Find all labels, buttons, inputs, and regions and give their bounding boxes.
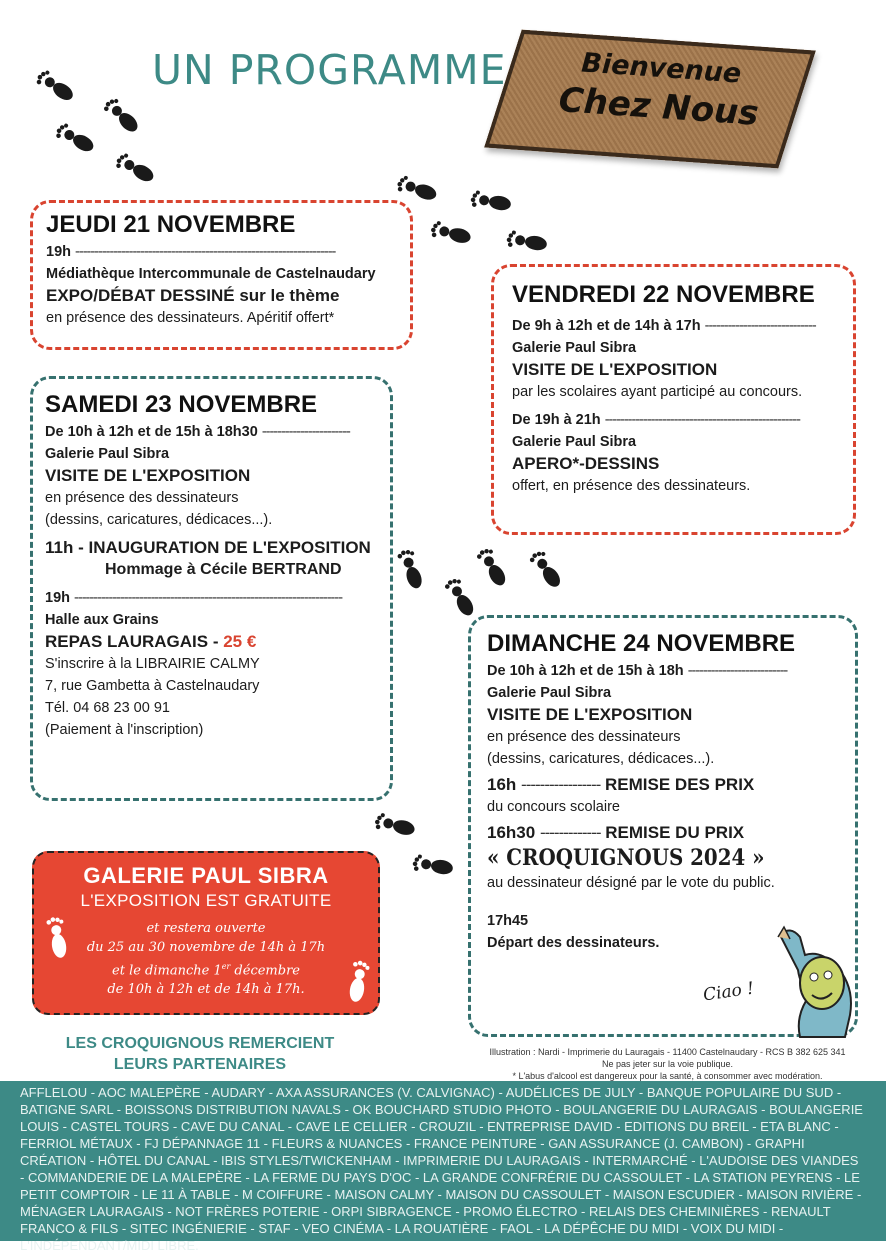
time: De 10h à 12h et de 15h à 18h30	[45, 424, 258, 440]
galerie-line-part: décembre	[230, 963, 300, 979]
event-subtitle: Hommage à Cécile BERTRAND	[105, 561, 342, 578]
galerie-line: de 10h à 12h et de 14h à 17h.	[107, 982, 305, 998]
footprint-icon	[34, 68, 77, 105]
note: du concours scolaire	[487, 799, 620, 815]
event: EXPO/DÉBAT DESSINÉ sur le thème	[46, 286, 340, 305]
note: (dessins, caricatures, dédicaces...).	[487, 751, 715, 767]
note: (dessins, caricatures, dédicaces...).	[45, 512, 273, 528]
event: VISITE DE L'EXPOSITION	[512, 360, 718, 379]
white-footprint-icon	[338, 956, 378, 1006]
page-title: UN PROGRAMME	[152, 46, 507, 94]
note: offert, en présence des dessinateurs.	[512, 478, 751, 494]
thanks-line: LES CROQUIGNOUS REMERCIENT	[65, 1035, 335, 1052]
galerie-line: du 25 au 30 novembre de 14h à 17h	[86, 940, 326, 955]
footprint-icon	[102, 96, 142, 136]
samedi-box: SAMEDI 23 NOVEMBRE De 10h à 12h et de 15h à 18h30 ----------------------- Galerie Paul Sibra VISITE DE L'EXPOSITION en présence des dessinateurs (dessins, caricatures, dédicaces...). 11h - INAUGURATION DE L'EXPOSITION Hommage à Cécile BERTRAND 19h ---------------------------------------------------------------------- Halle aux Grains REPAS LAURAGAIS - 25 € S'inscrire à la LIBRAIRIE CALMY 7, rue Gambetta à Castelnaudary Tél. 04 68 23 00 91 (Paiement à l'inscription)	[30, 376, 393, 801]
event: REMISE DES PRIX	[605, 775, 755, 794]
galerie-title: GALERIE PAUL SIBRA	[83, 863, 329, 888]
note: en présence des dessinateurs. Apéritif offert*	[46, 310, 335, 326]
prize-name: « CROQUIGNOUS 2024 »	[487, 845, 765, 871]
footprint-icon	[114, 151, 157, 186]
place: Halle aux Grains	[45, 612, 159, 628]
event: VISITE DE L'EXPOSITION	[45, 466, 251, 485]
note: au dessinateur désigné par le vote du public.	[487, 875, 775, 891]
time: De 9h à 12h et de 14h à 17h	[512, 318, 701, 334]
event: INAUGURATION DE L'EXPOSITION	[88, 538, 371, 557]
ciao-speech: Ciao !	[701, 978, 756, 1006]
footprint-icon	[54, 121, 97, 156]
time: 19h	[46, 244, 71, 260]
galerie-line	[34, 957, 378, 980]
event: VISITE DE L'EXPOSITION	[487, 705, 693, 724]
galerie-subtitle: L'EXPOSITION EST GRATUITE	[80, 891, 332, 910]
time: 16h30	[487, 823, 536, 842]
time: 11h	[45, 538, 74, 557]
footprint-icon	[506, 230, 549, 254]
partners-list: AFFLELOU - AOC MALEPÈRE - AUDARY - AXA ASSURANCES (V. CALVIGNAC) - AUDÉLICES DE JULY - BANQUE POPULAIRE DU SUD - BATIGNE SARL - BOISSONS DISTRIBUTION NAVALS - OK BOUCHARD STUDIO PHOTO - BOULANGERIE DU LAURAGAIS - BOULANGERIE LOUIS - CASTEL TOURS - CAVE DU CANAL - CAVE LE CELLIER - CROUZIL - ENTREPRISE DAVID - EDITIONS DU BREIL - ETA BLANC - FERRIOL MÉTAUX - FJ DÉPANNAGE 11 - FLEURS & NUANCES - FRANCE PEINTURE - GAN ASSURANCE (J. CAMBON) - GRAPHI CRÉATION - HÔTEL DU CANAL - IBIS STYLES/TWICKENHAM - IMPRIMERIE DU LAURAGAIS - INTERMARCHÉ - L'AUDOISE DES VIANDES - COMMANDERIE DE LA MALEPÈRE - LA FERME DU PAYS D'OC - LA GRANDE CONFRÉRIE DU CASSOULET - LA STATION PEYRENS - LE PETIT COMPTOIR - LE 11 À TABLE - M COIFFURE - MAISON CALMY - MAISON DU CASSOULET - MAISON ESCUDIER - MAISON RIVIÈRE - MÉNAGER LAURAGAIS - NOT FRÈRES POTERIE - ORPI SIBRAGENCE - PROMO ÉLECTRO - RELAIS DES CHEMINIÈRES - RENAULT FRANCO & FILS - SITEC INGÉNIERIE - STAF - VEO CINÉMA - LA ROUATIÈRE - FAOL - LA DÉPÊCHE DU MIDI - VOIX DU MIDI - L'INDÉPENDANT/MIDI LIBRE.	[0, 1081, 886, 1241]
event: Départ des dessinateurs.	[487, 935, 660, 951]
dimanche-box: DIMANCHE 24 NOVEMBRE De 10h à 12h et de 15h à 18h -------------------------- Galerie Paul Sibra VISITE DE L'EXPOSITION en présence des dessinateurs (dessins, caricatures, dédicaces...). 16h ----------------- REMISE DES PRIX du concours scolaire 16h30 ------------- REMISE DU PRIX « CROQUIGNOUS 2024 » au dessinateur désigné par le vote du public. 17h45 Départ des dessinateurs.	[468, 615, 858, 1037]
cartoon-character-illustration	[760, 925, 860, 1040]
time: 16h	[487, 775, 517, 794]
galerie-info-box	[32, 851, 380, 1015]
place: Médiathèque Intercommunale de Castelnaudary	[46, 266, 376, 282]
footprint-icon	[373, 812, 416, 839]
event: APERO*-DESSINS	[512, 454, 660, 473]
day-heading: JEUDI 21 NOVEMBRE	[46, 211, 296, 238]
footprint-icon	[395, 174, 439, 204]
footprint-icon	[528, 548, 565, 591]
event: REMISE DU PRIX	[605, 823, 745, 842]
place: Galerie Paul Sibra	[512, 340, 637, 356]
phone: Tél. 04 68 23 00 91	[45, 700, 170, 716]
time: 17h45	[487, 913, 529, 929]
day-heading: SAMEDI 23 NOVEMBRE	[45, 391, 318, 418]
galerie-line-sup: er	[221, 962, 231, 971]
footprint-icon	[443, 576, 478, 619]
note: par les scolaires ayant participé au concours.	[512, 384, 803, 400]
credits	[470, 1046, 865, 1082]
note: en présence des dessinateurs	[45, 490, 239, 506]
footprint-icon	[412, 854, 455, 878]
note: en présence des dessinateurs	[487, 729, 681, 745]
footprint-icon	[396, 547, 426, 591]
time: De 19h à 21h	[512, 412, 601, 428]
footprint-icon	[429, 220, 472, 247]
note: 7, rue Gambetta à Castelnaudary	[45, 678, 260, 694]
galerie-line: et restera ouverte	[146, 921, 266, 936]
day-heading: DIMANCHE 24 NOVEMBRE	[487, 630, 796, 657]
doormat-line-1: Bienvenue	[580, 47, 743, 90]
place: Galerie Paul Sibra	[512, 434, 637, 450]
vendredi-box: VENDREDI 22 NOVEMBRE De 9h à 12h et de 14h à 17h ----------------------------- Galerie Paul Sibra VISITE DE L'EXPOSITION par les scolaires ayant participé au concours. De 19h à 21h --------------------------------------------------- Galerie Paul Sibra APERO*-DESSINS offert, en présence des dessinateurs.	[491, 264, 856, 535]
credit-line: * L'abus d'alcool est dangereux pour la santé, à consommer avec modération.	[512, 1071, 823, 1081]
thanks-line: LEURS PARTENAIRES	[113, 1056, 287, 1073]
place: Galerie Paul Sibra	[45, 446, 170, 462]
note: S'inscrire à la LIBRAIRIE CALMY	[45, 656, 260, 672]
galerie-line-part: et le dimanche 1	[112, 963, 222, 979]
doormat-line-2: Chez Nous	[557, 80, 760, 134]
footprint-icon	[475, 546, 510, 589]
credit-line: Illustration : Nardi - Imprimerie du Lauragais - 11400 Castelnaudary - RCS B 382 625 341	[489, 1047, 846, 1057]
time: De 10h à 12h et de 15h à 18h	[487, 663, 684, 679]
day-heading: VENDREDI 22 NOVEMBRE	[512, 281, 815, 308]
time: 19h	[45, 590, 70, 606]
place: Galerie Paul Sibra	[487, 685, 612, 701]
price: 25 €	[223, 632, 257, 651]
note: (Paiement à l'inscription)	[45, 722, 204, 738]
credit-line: Ne pas jeter sur la voie publique.	[601, 1059, 734, 1069]
white-footprint-icon	[38, 912, 78, 962]
event: REPAS LAURAGAIS	[45, 632, 209, 651]
jeudi-box: JEUDI 21 NOVEMBRE 19h -------------------------------------------------------------------- Médiathèque Intercommunale de Castelnaudary EXPO/DÉBAT DESSINÉ sur le thème en présence des dessinateurs. Apéritif offert*	[30, 200, 413, 350]
thanks-heading	[40, 1033, 360, 1075]
footprint-icon	[470, 190, 513, 214]
